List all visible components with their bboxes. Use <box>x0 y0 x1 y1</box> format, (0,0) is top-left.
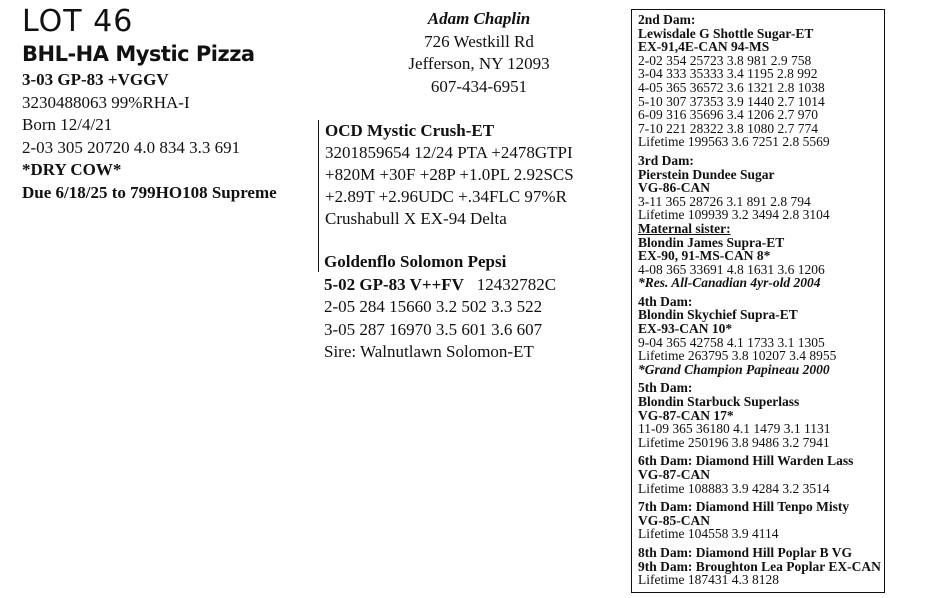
dam6-line: 6th Dam: Diamond Hill Warden Lass <box>638 453 854 469</box>
animal-record: 2-03 305 20720 4.0 834 3.3 691 <box>22 137 241 157</box>
animal-info <box>22 69 277 204</box>
sire-line: +2.89T +2.96UDC +.34FLC 97%R <box>325 187 567 206</box>
animal-classification: 3-03 GP-83 +VGGV <box>22 70 169 89</box>
dam5-label: 5th Dam: <box>638 380 693 396</box>
dam-classification: 5-02 GP-83 V++FV <box>324 274 464 294</box>
animal-birthdate: Born 12/4/21 <box>22 115 113 134</box>
record-line: 11-09 365 36180 4.1 1479 3.1 1131 <box>638 421 831 437</box>
dam4-label: 4th Dam: <box>638 293 693 309</box>
dam3-name: Pierstein Dundee Sugar <box>638 166 775 182</box>
record-line: Lifetime 108883 3.9 4284 3.2 3514 <box>638 480 830 496</box>
dam3-label: 3rd Dam: <box>638 152 694 168</box>
sire-name: OCD Mystic Crush-ET <box>325 121 495 140</box>
dam8-line: 8th Dam: Diamond Hill Poplar B VG <box>638 544 853 560</box>
dam3-class: VG-86-CAN <box>638 180 710 196</box>
record-line: 2-02 354 25723 3.8 981 2.9 758 <box>638 52 812 68</box>
consignor-phone: 607-434-6951 <box>430 76 528 96</box>
dam2-label: 2nd Dam: <box>638 12 696 27</box>
sister-label: Maternal sister: <box>638 220 731 236</box>
dam7-line: 7th Dam: Diamond Hill Tenpo Misty <box>638 499 850 515</box>
dam-record: 3-05 287 16970 3.5 601 3.6 607 <box>324 319 543 339</box>
dam5-class: VG-87-CAN 17* <box>638 407 734 423</box>
record-line: Lifetime 199563 3.6 7251 2.8 5569 <box>638 134 830 150</box>
lot-number: LOT 46 <box>22 4 134 39</box>
consignor-block <box>348 8 610 98</box>
sister-class: EX-90, 91-MS-CAN 8* <box>638 248 771 264</box>
dam-classification-row <box>324 274 556 297</box>
record-line: Lifetime 104558 3.9 4114 <box>638 526 779 542</box>
record-line: Lifetime 109939 3.2 3494 2.8 3104 <box>638 207 830 223</box>
dam2-name: Lewisdale G Shottle Sugar-ET <box>638 25 814 41</box>
sister-note: *Res. All-Canadian 4yr-old 2004 <box>638 275 821 291</box>
pedigree-box <box>631 9 885 593</box>
dam-record: 2-05 284 15660 3.2 502 3.3 522 <box>324 297 543 316</box>
consignor-city: Jefferson, NY 12093 <box>408 54 550 73</box>
record-line: 3-11 365 28726 3.1 891 2.8 794 <box>638 193 811 209</box>
consignor-street: 726 Westkill Rd <box>424 31 534 51</box>
record-line: Lifetime 263795 3.8 10207 3.4 8955 <box>638 348 837 364</box>
animal-due-date: Due 6/18/25 to 799HO108 Supreme <box>22 182 277 202</box>
dam5-name: Blondin Starbuck Superlass <box>638 394 800 410</box>
record-line: 7-10 221 28322 3.8 1080 2.7 774 <box>638 120 818 136</box>
record-line: Lifetime 250196 3.8 9486 3.2 7941 <box>638 434 830 450</box>
sister-name: Blondin James Supra-ET <box>638 234 785 250</box>
dam4-class: EX-93-CAN 10* <box>638 321 733 337</box>
record-line: 4-05 365 36572 3.6 1321 2.8 1038 <box>638 79 825 95</box>
sire-block <box>318 120 574 272</box>
animal-registration: 3230488063 99%RHA-I <box>22 92 190 112</box>
dam4-name: Blondin Skychief Supra-ET <box>638 307 798 323</box>
animal-name: BHL-HA Mystic Pizza <box>22 42 255 66</box>
record-line: 9-04 365 42758 4.1 1733 3.1 1305 <box>638 334 825 350</box>
animal-status: *DRY COW* <box>22 160 122 179</box>
dam7-class: VG-85-CAN <box>638 512 710 528</box>
record-line: 4-08 365 33691 4.8 1631 3.6 1206 <box>638 261 825 277</box>
sire-line: +820M +30F +28P +1.0PL 2.92SCS <box>325 165 574 184</box>
dam2-class: EX-91,4E-CAN 94-MS <box>638 39 770 55</box>
record-line: 6-09 316 35696 3.4 1206 2.7 970 <box>638 107 818 123</box>
dam-registration: 12432782C <box>476 274 557 294</box>
dam6-class: VG-87-CAN <box>638 467 710 482</box>
record-line: Lifetime 187431 4.3 8128 <box>638 572 779 588</box>
dam-sire: Sire: Walnutlawn Solomon-ET <box>324 342 534 361</box>
consignor-name: Adam Chaplin <box>427 9 531 28</box>
dam9-line: 9th Dam: Broughton Lea Poplar EX-CAN <box>638 558 881 574</box>
sire-line: 3201859654 12/24 PTA +2478GTPI <box>325 143 573 162</box>
dam-name: Goldenflo Solomon Pepsi <box>324 252 507 271</box>
record-line: 3-04 333 35333 3.4 1195 2.8 992 <box>638 66 818 82</box>
record-line: 5-10 307 37353 3.9 1440 2.7 1014 <box>638 93 825 109</box>
sire-line: Crushabull X EX-94 Delta <box>325 209 507 228</box>
dam-block <box>324 251 556 364</box>
dam4-note: *Grand Champion Papineau 2000 <box>638 361 830 377</box>
